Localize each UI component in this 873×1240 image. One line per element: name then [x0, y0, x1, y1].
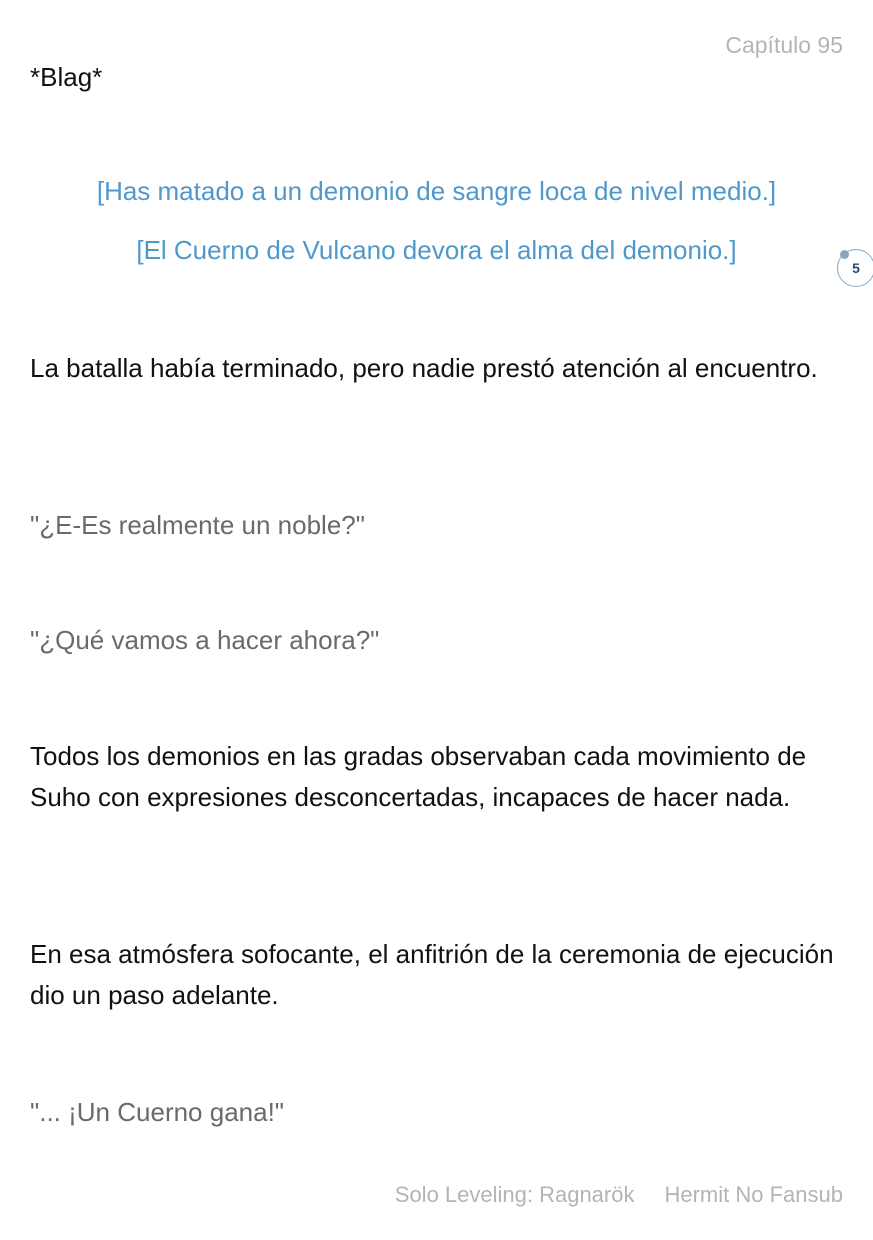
dialogue-line: "¿Qué vamos a hacer ahora?"	[30, 625, 380, 655]
page-footer	[395, 1182, 843, 1208]
system-message: [Has matado a un demonio de sangre loca de nivel medio.]	[96, 176, 777, 206]
narration-paragraph: Todos los demonios en las gradas observaban cada movimiento de Suho con expresiones desconcertadas, incapaces de hacer nada.	[30, 741, 807, 812]
marker-dot-icon	[840, 250, 849, 259]
book-title: Solo Leveling: Ragnarök	[394, 1182, 635, 1207]
page-number-marker[interactable]	[837, 249, 873, 287]
narration-paragraph: En esa atmósfera sofocante, el anfitrión de la ceremonia de ejecución dio un paso adelante.	[30, 939, 834, 1010]
sound-effect-text: *Blag*	[30, 62, 103, 92]
narration-paragraph: La batalla había terminado, pero nadie prestó atención al encuentro.	[30, 353, 818, 383]
translator-credit: Hermit No Fansub	[664, 1182, 843, 1207]
dialogue-line: "¿E-Es realmente un noble?"	[30, 510, 365, 540]
chapter-label: Capítulo 95	[725, 32, 843, 58]
page-number: 5	[852, 260, 860, 276]
dialogue-line: "... ¡Un Cuerno gana!"	[30, 1097, 285, 1127]
system-message: [El Cuerno de Vulcano devora el alma del demonio.]	[136, 235, 737, 265]
